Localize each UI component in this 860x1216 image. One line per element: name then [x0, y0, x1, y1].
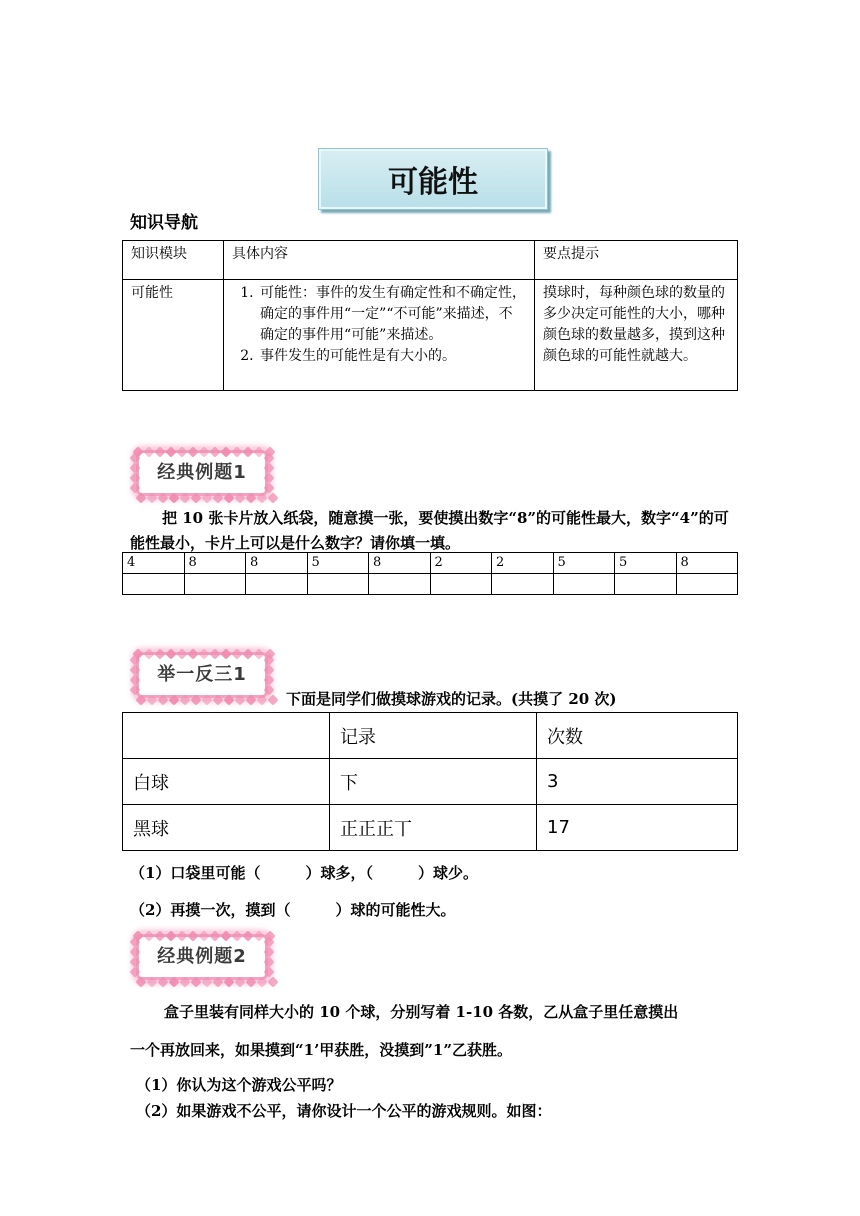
- question-1: （1）口袋里可能（ ）球多，（ ）球少。: [130, 864, 478, 882]
- card-value: 5: [307, 553, 369, 574]
- card-value: 4: [123, 553, 185, 574]
- card-value: 8: [246, 553, 308, 574]
- header-cell-content: 具体内容: [224, 241, 535, 280]
- example1-text: 把 10 张卡片放入纸袋，随意摸一张，要使摸出数字“8”的可能性最大，数字“4”的可能性最小，卡片上可以是什么数字？请你填一填。: [130, 509, 729, 552]
- record-header-tally: 记录: [330, 713, 537, 759]
- card-value: 8: [676, 553, 738, 574]
- record-header-count: 次数: [537, 713, 738, 759]
- card-value: 5: [615, 553, 677, 574]
- card-answer-cell: [676, 574, 738, 595]
- record-header-blank: [123, 713, 330, 759]
- card-answer-cell: [492, 574, 554, 595]
- card-answer-cell: [615, 574, 677, 595]
- question-2: （2）再摸一次，摸到（ ）球的可能性大。: [130, 901, 456, 919]
- ball-tally: 下: [330, 759, 537, 805]
- page-title: 可能性: [318, 148, 548, 210]
- example2-line-2: 一个再放回来，如果摸到“1’甲获胜，没摸到”1”乙获胜。: [130, 1041, 512, 1059]
- card-answer-cell: [307, 574, 369, 595]
- ball-name: 黑球: [123, 805, 330, 851]
- example2-line-1: 盒子里装有同样大小的 10 个球，分别写着 1-10 各数，乙从盒子里任意摸出: [164, 1003, 679, 1021]
- example-badge-1: 经典例题1: [130, 444, 274, 502]
- content-item: 2. 事件发生的可能性是有大小的。: [258, 346, 526, 367]
- card-table: [122, 552, 738, 595]
- knowledge-table-row: [123, 280, 738, 391]
- header-cell-module: 知识模块: [123, 241, 224, 280]
- card-answer-cell: [369, 574, 431, 595]
- card-answer-cell: [553, 574, 615, 595]
- knowledge-table-header-row: [123, 241, 738, 280]
- card-answer-cell: [246, 574, 308, 595]
- content-item: 1. 可能性：事件的发生有确定性和不确定性，确定的事件用“一定”“不可能”来描述，不确定的事件用“可能”来描述。: [258, 283, 526, 346]
- tips-cell: 摸球时，每种颜色球的数量的多少决定可能性的大小，哪种颜色球的数量越多，摸到这种颜色球的可能性就越大。: [535, 280, 738, 391]
- example2-question-1: （1）你认为这个游戏公平吗？: [136, 1076, 342, 1094]
- example-badge-2: 经典例题2: [130, 928, 274, 986]
- ball-name: 白球: [123, 759, 330, 805]
- card-value: 8: [369, 553, 431, 574]
- card-answer-row: [123, 574, 738, 595]
- table-row: [123, 759, 738, 805]
- record-header-row: [123, 713, 738, 759]
- knowledge-table: [122, 240, 738, 391]
- ball-count: 17: [537, 805, 738, 851]
- card-answer-cell: [184, 574, 246, 595]
- ball-count: 3: [537, 759, 738, 805]
- header-cell-tips: 要点提示: [535, 241, 738, 280]
- section-heading: 知识导航: [130, 213, 198, 233]
- card-values-row: [123, 553, 738, 574]
- card-answer-cell: [430, 574, 492, 595]
- table-row: [123, 805, 738, 851]
- record-intro: 下面是同学们做摸球游戏的记录。(共摸了 20 次): [286, 690, 617, 708]
- card-answer-cell: [123, 574, 185, 595]
- content-list: [232, 283, 526, 367]
- card-value: 8: [184, 553, 246, 574]
- ball-tally: 正正正丅: [330, 805, 537, 851]
- example2-question-2: （2）如果游戏不公平，请你设计一个公平的游戏规则。如图：: [136, 1102, 552, 1120]
- card-value: 2: [492, 553, 554, 574]
- card-value: 2: [430, 553, 492, 574]
- record-table: [122, 712, 738, 851]
- card-value: 5: [553, 553, 615, 574]
- module-cell: 可能性: [123, 280, 224, 391]
- content-cell: [224, 280, 535, 391]
- practice-badge-1: 举一反三1: [130, 646, 274, 704]
